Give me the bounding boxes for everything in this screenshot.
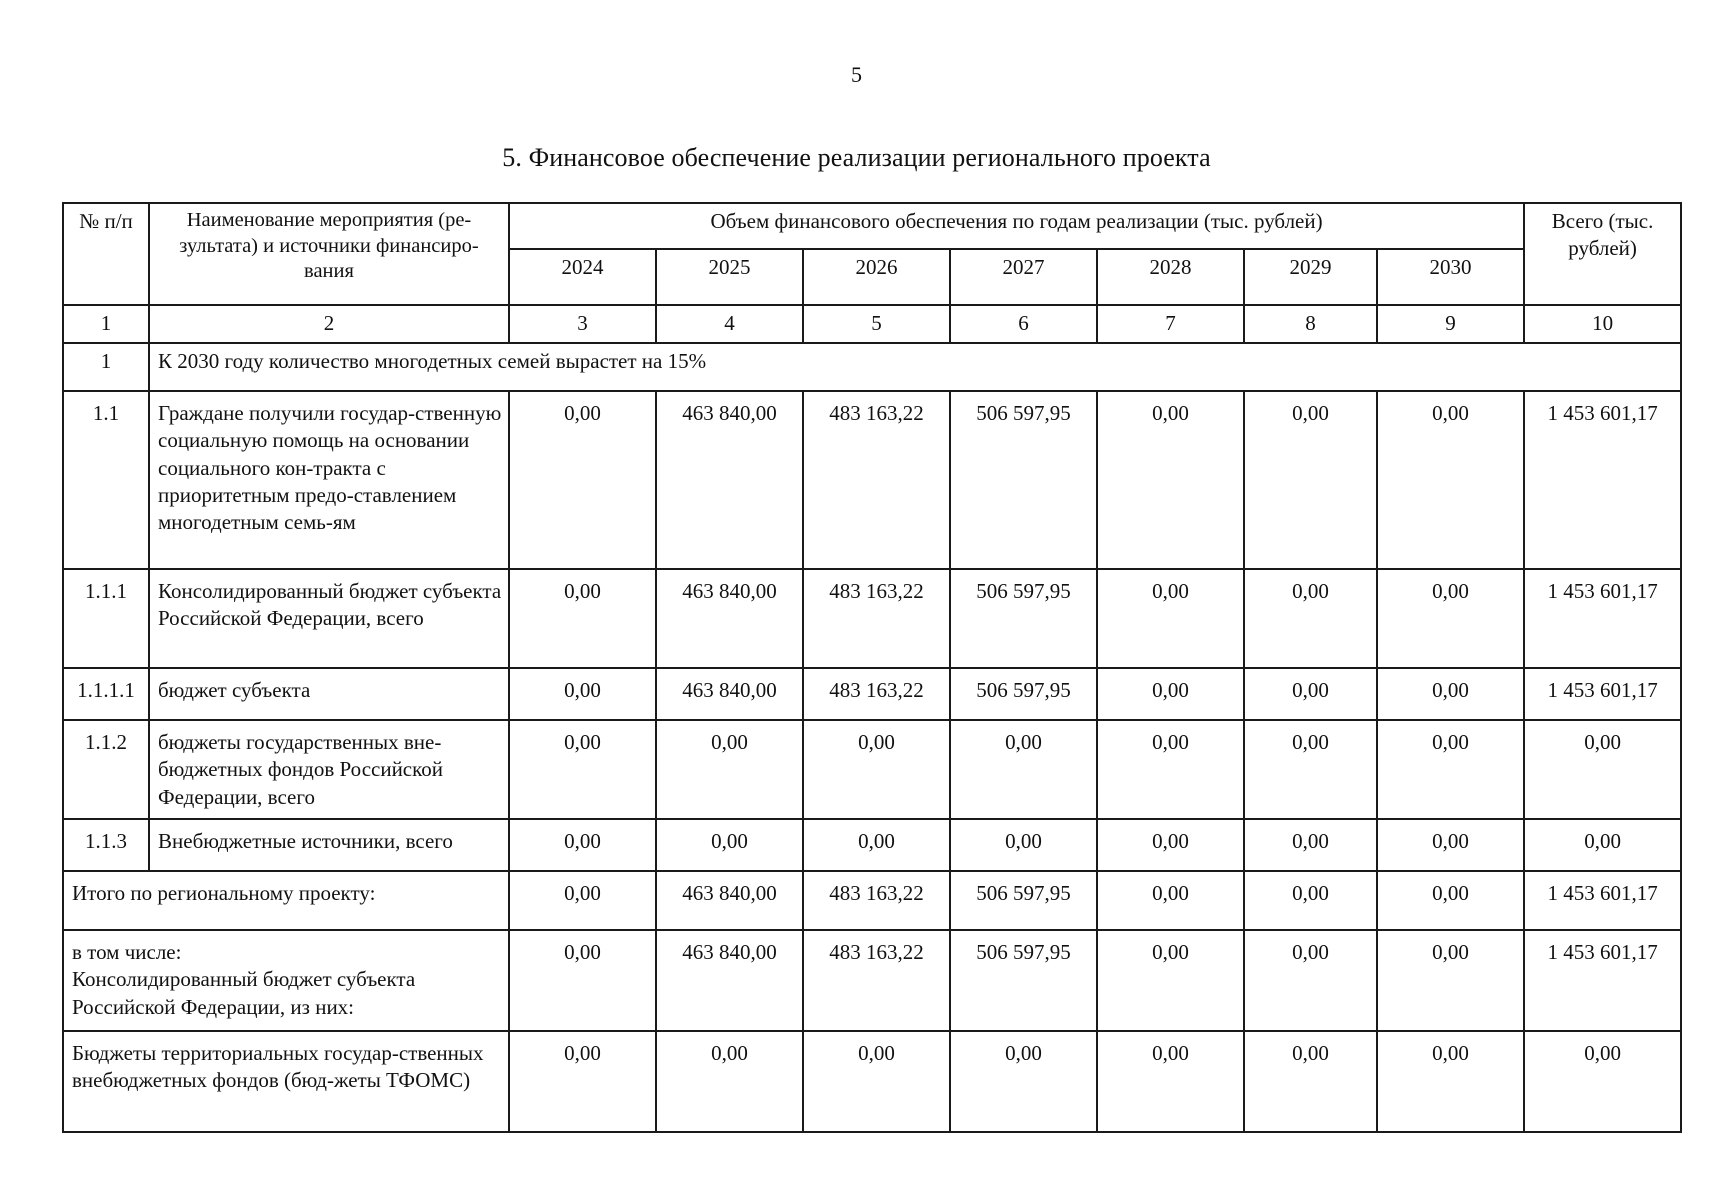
row-value: 463 840,00 bbox=[656, 668, 803, 720]
total-value: 0,00 bbox=[656, 1031, 803, 1132]
row-value: 0,00 bbox=[509, 391, 656, 569]
header-volume: Объем финансового обеспечения по годам реализации (тыс. рублей) bbox=[509, 203, 1524, 249]
header-year: 2028 bbox=[1097, 249, 1244, 305]
total-row bbox=[63, 871, 1681, 930]
row-value: 0,00 bbox=[1244, 720, 1377, 819]
total-value: 463 840,00 bbox=[656, 930, 803, 1031]
row-value: 0,00 bbox=[1097, 720, 1244, 819]
column-number: 6 bbox=[950, 305, 1097, 343]
column-number: 2 bbox=[149, 305, 509, 343]
total-value: 0,00 bbox=[950, 1031, 1097, 1132]
row-value: 0,00 bbox=[1097, 819, 1244, 871]
row-value: 0,00 bbox=[1097, 391, 1244, 569]
table-row bbox=[63, 391, 1681, 569]
row-value: 0,00 bbox=[1377, 720, 1524, 819]
row-value: 0,00 bbox=[509, 569, 656, 668]
column-number: 1 bbox=[63, 305, 149, 343]
financing-table bbox=[62, 202, 1682, 1133]
row-name: Консолидированный бюджет субъекта Российской Федерации, всего bbox=[149, 569, 509, 668]
total-grand: 0,00 bbox=[1524, 1031, 1681, 1132]
row-num: 1.1.1.1 bbox=[63, 668, 149, 720]
total-label: в том числе: Консолидированный бюджет субъекта Российской Федерации, из них: bbox=[63, 930, 509, 1031]
column-number: 10 bbox=[1524, 305, 1681, 343]
row-name: бюджет субъекта bbox=[149, 668, 509, 720]
column-number-row bbox=[63, 305, 1681, 343]
header-year: 2025 bbox=[656, 249, 803, 305]
row-value: 463 840,00 bbox=[656, 391, 803, 569]
row-value: 0,00 bbox=[1097, 668, 1244, 720]
row-value: 0,00 bbox=[1097, 569, 1244, 668]
total-value: 0,00 bbox=[509, 1031, 656, 1132]
header-year: 2027 bbox=[950, 249, 1097, 305]
goal-text: К 2030 году количество многодетных семей вырастет на 15% bbox=[149, 343, 1681, 391]
row-num: 1.1 bbox=[63, 391, 149, 569]
row-value: 0,00 bbox=[803, 819, 950, 871]
row-value: 0,00 bbox=[950, 720, 1097, 819]
row-value: 0,00 bbox=[1244, 391, 1377, 569]
row-value: 0,00 bbox=[656, 720, 803, 819]
goal-row bbox=[63, 343, 1681, 391]
column-number: 7 bbox=[1097, 305, 1244, 343]
row-name: Внебюджетные источники, всего bbox=[149, 819, 509, 871]
row-value: 0,00 bbox=[1244, 819, 1377, 871]
section-title: 5. Финансовое обеспечение реализации регионального проекта bbox=[502, 143, 1211, 172]
total-value: 0,00 bbox=[1377, 930, 1524, 1031]
row-value: 483 163,22 bbox=[803, 391, 950, 569]
header-year: 2029 bbox=[1244, 249, 1377, 305]
total-grand: 1 453 601,17 bbox=[1524, 871, 1681, 930]
row-total: 1 453 601,17 bbox=[1524, 668, 1681, 720]
column-number: 3 bbox=[509, 305, 656, 343]
column-number: 9 bbox=[1377, 305, 1524, 343]
row-name: Граждане получили государ-ственную социальную помощь на основании социального кон-тракта с приоритетным предо-ставлением многодетным семь-ям bbox=[149, 391, 509, 569]
header-total: Всего (тыс. рублей) bbox=[1524, 203, 1681, 305]
row-value: 0,00 bbox=[1377, 391, 1524, 569]
row-value: 0,00 bbox=[509, 819, 656, 871]
header-num: № п/п bbox=[63, 203, 149, 305]
total-value: 0,00 bbox=[1244, 871, 1377, 930]
total-value: 0,00 bbox=[1377, 871, 1524, 930]
header-year: 2030 bbox=[1377, 249, 1524, 305]
row-value: 0,00 bbox=[1244, 668, 1377, 720]
row-name: бюджеты государственных вне-бюджетных фондов Российской Федерации, всего bbox=[149, 720, 509, 819]
total-value: 0,00 bbox=[509, 871, 656, 930]
row-value: 0,00 bbox=[509, 668, 656, 720]
total-label: Итого по региональному проекту: bbox=[63, 871, 509, 930]
total-value: 0,00 bbox=[509, 930, 656, 1031]
row-value: 0,00 bbox=[1377, 569, 1524, 668]
total-value: 483 163,22 bbox=[803, 930, 950, 1031]
total-row bbox=[63, 930, 1681, 1031]
row-num: 1.1.1 bbox=[63, 569, 149, 668]
header-year: 2026 bbox=[803, 249, 950, 305]
table-row bbox=[63, 668, 1681, 720]
row-value: 0,00 bbox=[803, 720, 950, 819]
total-value: 0,00 bbox=[1244, 1031, 1377, 1132]
row-value: 506 597,95 bbox=[950, 569, 1097, 668]
total-value: 506 597,95 bbox=[950, 930, 1097, 1031]
table-row bbox=[63, 819, 1681, 871]
total-value: 0,00 bbox=[1097, 871, 1244, 930]
total-value: 0,00 bbox=[1377, 1031, 1524, 1132]
row-total: 0,00 bbox=[1524, 819, 1681, 871]
row-value: 0,00 bbox=[509, 720, 656, 819]
row-value: 506 597,95 bbox=[950, 391, 1097, 569]
total-value: 0,00 bbox=[1097, 930, 1244, 1031]
table-row bbox=[63, 569, 1681, 668]
column-number: 4 bbox=[656, 305, 803, 343]
column-number: 5 bbox=[803, 305, 950, 343]
row-value: 506 597,95 bbox=[950, 668, 1097, 720]
goal-num: 1 bbox=[63, 343, 149, 391]
row-value: 0,00 bbox=[1377, 668, 1524, 720]
row-value: 483 163,22 bbox=[803, 569, 950, 668]
total-value: 506 597,95 bbox=[950, 871, 1097, 930]
row-total: 1 453 601,17 bbox=[1524, 569, 1681, 668]
total-value: 0,00 bbox=[803, 1031, 950, 1132]
row-value: 0,00 bbox=[1244, 569, 1377, 668]
total-value: 483 163,22 bbox=[803, 871, 950, 930]
column-number: 8 bbox=[1244, 305, 1377, 343]
total-value: 0,00 bbox=[1097, 1031, 1244, 1132]
row-num: 1.1.2 bbox=[63, 720, 149, 819]
total-label: Бюджеты территориальных государ-ственных внебюджетных фондов (бюд-жеты ТФОМС) bbox=[63, 1031, 509, 1132]
row-num: 1.1.3 bbox=[63, 819, 149, 871]
row-value: 0,00 bbox=[950, 819, 1097, 871]
total-row bbox=[63, 1031, 1681, 1132]
header-year: 2024 bbox=[509, 249, 656, 305]
header-name: Наименование мероприятия (ре-зультата) и источники финансиро-вания bbox=[149, 203, 509, 305]
total-value: 463 840,00 bbox=[656, 871, 803, 930]
total-value: 0,00 bbox=[1244, 930, 1377, 1031]
row-total: 0,00 bbox=[1524, 720, 1681, 819]
row-value: 0,00 bbox=[1377, 819, 1524, 871]
row-value: 463 840,00 bbox=[656, 569, 803, 668]
row-value: 0,00 bbox=[656, 819, 803, 871]
total-grand: 1 453 601,17 bbox=[1524, 930, 1681, 1031]
row-total: 1 453 601,17 bbox=[1524, 391, 1681, 569]
table-row bbox=[63, 720, 1681, 819]
header-row-1 bbox=[63, 203, 1681, 249]
page-number: 5 bbox=[851, 62, 862, 87]
row-value: 483 163,22 bbox=[803, 668, 950, 720]
